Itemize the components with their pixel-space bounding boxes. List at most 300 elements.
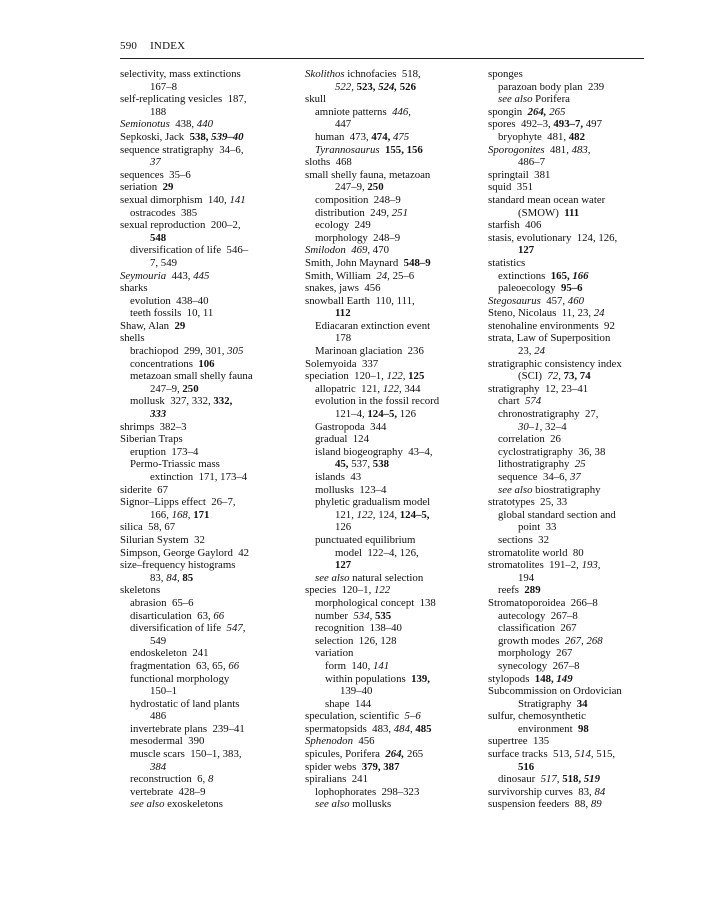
index-entry-text: 85 [182,571,194,584]
index-entry-text: 126 [399,408,416,421]
index-entry-text: 45, [335,458,352,471]
index-entry-text: 141 [229,193,246,206]
index-entry-text: punctuated equilibrium [315,533,416,546]
index-entry-text: Tyrannosaurus [315,143,380,156]
index-entry-text: island biogeography 43–4, [315,445,433,458]
index-entry [305,673,480,686]
index-entry-text: size–frequency histograms [120,559,236,572]
index-entry [120,408,295,421]
index-entry-text: extinctions [498,269,551,282]
index-entry-text: see also [498,93,533,106]
index-entry [488,572,648,585]
index-entry-text: species 120–1, [305,584,374,597]
index-entry [305,433,480,446]
index-entry [120,282,295,295]
index-entry-text: 264, [385,748,407,761]
index-entry-text: spongin [488,105,528,118]
index-entry-text: 29 [162,181,174,194]
index-entry [120,383,295,396]
index-entry-text: diversification of life [130,622,227,635]
index-entry [305,370,480,383]
index-entry-text: snakes, jaws 456 [305,282,381,295]
index-entry [488,521,648,534]
index-entry-text: 23, [518,345,535,358]
index-entry [305,798,480,811]
index-entry [488,433,648,446]
index-entry [120,370,295,383]
index-entry-text: 438, [169,118,197,131]
index-entry-text: 486 [150,710,167,723]
index-entry-text: stromatolite world 80 [488,546,584,559]
index-entry [488,68,648,81]
index-entry [305,584,480,597]
index-entry-text: (SMOW) [518,206,565,219]
index-entry-text: recognition 138–40 [315,622,402,635]
index-entry-text: 121, [335,508,357,521]
index-entry-text: 150–1 [150,685,177,698]
index-entry-text: 34 [576,697,588,710]
index-entry-text: 37 [569,471,581,483]
index-entry-text: 193, [581,559,601,572]
index-entry-text: 148, [534,672,557,685]
index-entry [305,81,480,94]
index-entry [120,773,295,786]
index-entry-text: 30–1, [518,420,545,433]
index-entry-text: muscle scars 150–1, 383, [130,748,242,761]
index-entry [305,458,480,471]
index-entry-text: Solemyoida 337 [305,357,379,370]
index-entry [120,597,295,610]
index-entry-text: 98 [577,722,589,735]
index-entry-text: amniote patterns [315,105,393,118]
index-entry-text: 445 [193,269,210,282]
index-entry-text: 32–4 [545,420,567,433]
index-entry [120,244,295,257]
index-entry-text: 194 [518,571,535,584]
index-entry-text: stenohaline environments 92 [488,319,615,332]
index-entry-text: 538, [189,130,212,143]
index-entry-text: speciation 120–1, [305,370,387,383]
index-entry-text: metazoan small shelly fauna [130,370,253,383]
index-entry-text: 264, [527,105,550,118]
index-entry-text: suspension feeders 88, [488,798,591,811]
index-entry-text: 126 [335,521,352,534]
index-entry [488,295,648,308]
index-entry [488,647,648,660]
index-entry-text: 549 [150,634,167,647]
index-entry [120,710,295,723]
index-entry [120,307,295,320]
index-entry [120,798,295,811]
index-entry-text: selectivity, mass extinctions [120,68,241,80]
index-entry-text: 482 [568,130,585,143]
index-entry [120,584,295,597]
index-entry [305,698,480,711]
index-entry-text: phyletic gradualism model [315,496,431,509]
index-entry-text: seriation [120,181,163,194]
index-entry-text: evolution 438–40 [130,294,209,307]
index-entry-text: Smith, William [305,269,377,282]
index-entry [305,244,480,257]
index-entry-text: snowball Earth 110, 111, [305,294,415,307]
index-entry [120,723,295,736]
index-entry-text: Silurian System 32 [120,533,205,546]
index-entry [488,509,648,522]
index-entry-text: 522, [335,80,357,93]
index-entry [488,622,648,635]
index-entry [488,118,648,131]
index-entry [120,169,295,182]
index-entry [488,244,648,257]
index-entry [488,345,648,358]
index-entry-text: Semionotus [120,118,170,131]
index-entry [120,521,295,534]
index-entry-text: stratigraphy 12, 23–41 [488,382,589,395]
index-entry-text: 289 [524,584,541,597]
index-entry-text: environment [518,722,578,735]
index-entry-text: 122, [386,370,409,383]
index-entry [488,484,648,497]
index-entry-text: 344 [404,382,421,395]
index-entry [120,295,295,308]
index-entry-text: 481, [544,143,572,156]
index-entry [305,597,480,610]
index-entry [305,270,480,283]
index-entry [305,320,480,333]
index-entry-text: Stromatoporoidea 266–8 [488,596,598,609]
index-column-2 [305,68,480,811]
page-title: INDEX [150,40,186,52]
index-entry [488,257,648,270]
index-entry-text: hydrostatic of land plants [130,697,240,710]
index-entry-text: sponges [488,68,523,80]
index-entry [488,81,648,94]
index-entry [120,647,295,660]
index-entry [305,93,480,106]
index-entry [120,106,295,119]
index-entry-text: 265 [406,748,424,761]
index-entry [120,257,295,270]
index-entry-text: 73, 74 [563,370,591,383]
index-entry [120,471,295,484]
index-entry-text: starfish 406 [488,219,542,232]
index-entry-text: statistics [488,256,526,269]
index-entry-text: Seymouria [120,269,167,282]
index-entry-text: 165, [550,269,573,282]
index-entry-text: ecology 249 [315,219,371,232]
index-entry-text: morphological concept 138 [315,596,436,609]
index-entry [305,131,480,144]
index-entry-text: 538 [372,458,389,471]
index-entry-text: 24 [534,345,545,358]
index-entry [305,509,480,522]
index-entry [305,295,480,308]
index-entry [120,219,295,232]
index-entry-text: 124–5, [367,408,400,421]
index-entry [488,207,648,220]
index-entry-text: 5–6 [404,710,421,723]
index-entry-text: 460 [567,294,584,307]
index-entry-text: sexual reproduction 200–2, [120,219,241,232]
index-entry [488,723,648,736]
index-entry-text: evolution in the fossil record [315,395,440,408]
index-entry-text: 111 [564,206,580,219]
index-entry-text: chronostratigraphy 27, [498,408,599,421]
header-rule [120,58,644,59]
index-entry-text: see also [315,571,350,584]
index-entry-text: spider webs [305,760,362,773]
index-entry-text: Signor–Lipps effect 26–7, [120,496,236,509]
page-number: 590 [120,40,138,52]
index-entry-text: functional morphology [130,672,230,685]
index-entry [120,345,295,358]
running-header [120,40,195,52]
index-entry-text: spores 492–3, [488,118,554,131]
index-entry-text: 524, [378,80,400,93]
index-entry-text: siderite 67 [120,483,168,496]
index-entry [305,118,480,131]
index-entry-text: sexual dimorphism 140, [120,193,230,206]
index-entry [305,207,480,220]
index-entry-text: mollusk 327, 332, [130,395,214,408]
index-entry [488,635,648,648]
index-entry-text: classification 267 [498,622,577,635]
index-entry [305,786,480,799]
index-entry-text: 89 [590,798,602,811]
index-entry [488,383,648,396]
index-entry-text: 125 [408,370,425,383]
index-entry [488,534,648,547]
index-entry-text: 440 [196,118,213,131]
index-entry-text: stratigraphic consistency index [488,357,622,370]
index-entry [305,647,480,660]
index-entry [305,748,480,761]
index-entry-text: 106 [198,357,215,370]
index-entry [488,270,648,283]
index-entry [305,685,480,698]
index-entry [488,458,648,471]
index-entry-text: 124, [378,508,400,521]
index-entry [120,698,295,711]
index-entry-text: 267, 268 [564,634,603,647]
index-entry-text: Smilodon [305,244,346,257]
index-entry-text: Permo-Triassic mass [130,458,220,471]
index-entry-text: 155, 156 [385,143,423,156]
index-entry-text: 141 [372,659,390,672]
index-entry-text: composition 248–9 [315,193,401,206]
index-entry [305,660,480,673]
index-entry [305,194,480,207]
index-entry-text: 547, [226,622,246,635]
index-entry [488,710,648,723]
index-entry-text: sequence stratigraphy 34–6, [120,143,244,156]
index-entry-text: 25 [574,458,586,471]
index-entry-text: stromatolites 191–2, [488,559,582,572]
index-entry [488,194,648,207]
index-entry [120,534,295,547]
index-entry-text: shape 144 [325,697,372,710]
index-entry [488,471,648,484]
index-entry [488,181,648,194]
index-entry-text: 483, [571,143,591,156]
index-entry [305,471,480,484]
index-entry [120,81,295,94]
index-entry-text: paleoecology [498,282,561,295]
index-entry [488,332,648,345]
index-entry-text: 516 [518,760,535,773]
index-entry [488,131,648,144]
index-entry-text: 484, [393,722,416,735]
index-entry [305,282,480,295]
index-entry-text: 149 [556,672,573,685]
index-entry [488,446,648,459]
index-entry [488,685,648,698]
index-entry-text: lophophorates 298–323 [315,785,420,798]
index-entry [120,207,295,220]
index-entry-text: teeth fossils 10, 11 [130,307,214,320]
index-entry [488,307,648,320]
index-entry [488,559,648,572]
index-entry-text: lithostratigraphy [498,458,575,471]
index-entry-text: eruption 173–4 [130,445,199,458]
index-entry [488,156,648,169]
index-entry-text: 548 [150,231,167,244]
index-entry [305,534,480,547]
index-entry-text: point 33 [518,521,557,534]
index-entry-text: bryophyte 481, [498,130,569,143]
index-entry-text: 127 [518,244,535,257]
index-entry-text: chart [498,395,525,408]
index-entry [305,723,480,736]
index-entry-text: shells [120,332,145,345]
index-entry-text: stylopods [488,672,535,685]
index-entry [305,383,480,396]
index-entry-text: sequence 34–6, [498,471,570,483]
index-entry [305,307,480,320]
index-entry [305,408,480,421]
index-entry-text: 535 [374,609,392,622]
index-entry-text: stratotypes 25, 33 [488,496,568,509]
index-entry-text: 517, [540,773,563,786]
index-entry [488,735,648,748]
index-entry-text: 469, [351,244,373,257]
index-entry [120,572,295,585]
index-entry-text: ostracodes 385 [130,206,198,219]
index-entry [488,232,648,245]
index-entry [120,395,295,408]
index-entry-text: see also [498,483,533,496]
index-entry-text: 84 [594,785,606,798]
index-entry-text: Stratigraphy [518,697,577,710]
index-entry [488,144,648,157]
index-entry-text: 188 [150,105,167,118]
index-entry-text: 84, [166,571,183,584]
index-entry [488,673,648,686]
index-entry-text: variation [315,647,354,660]
index-entry [305,156,480,169]
index-entry-text: surface tracks 513, [488,748,575,761]
index-entry-text: 333 [150,408,167,421]
index-entry-text: 166 [572,269,589,282]
index-entry [305,332,480,345]
index-entry [120,660,295,673]
index-entry-text: concentrations [130,357,199,370]
index-entry-text: 475 [392,130,410,143]
index-entry-text: disarticulation 63, [130,609,214,622]
index-entry-text: biostratigraphy [532,483,601,496]
index-entry-text: exoskeletons [164,798,223,811]
index-entry [120,458,295,471]
index-entry-text: Steno, Nicolaus 11, 23, [488,307,594,320]
index-entry [120,358,295,371]
index-entry-text: 166, [150,508,172,521]
index-entry-text: synecology 267–8 [498,659,580,672]
index-entry-text: 167–8 [150,80,177,93]
index-entry-text: Ediacaran extinction event [315,319,431,332]
index-entry-text: abrasion 65–6 [130,596,194,609]
index-entry [120,181,295,194]
index-entry [305,345,480,358]
index-entry [305,219,480,232]
index-entry-text: springtail 381 [488,168,551,181]
index-entry-text: 486–7 [518,156,545,169]
index-entry [120,635,295,648]
index-entry-text: small shelly fauna, metazoan [305,168,431,181]
index-entry-text: 25–6 [392,269,415,282]
index-entry-text: 332, [213,395,233,408]
index-entry-text: 515, [596,748,616,761]
index-entry [488,370,648,383]
index-entry-text: 305 [227,345,244,358]
index-entry-text: silica 58, 67 [120,521,176,534]
index-entry-text: 379, 387 [361,760,400,773]
index-entry-text: 122, [382,382,405,395]
index-entry-text: 265 [549,105,566,118]
index-entry-text: correlation 26 [498,433,561,446]
index-entry [488,698,648,711]
index-entry-text: 37 [150,156,161,169]
index-entry-text: autecology 267–8 [498,609,578,622]
index-entry-text: cyclostratigraphy 36, 38 [498,445,606,458]
index-entry-text: vertebrate 428–9 [130,785,206,798]
index-entry-text: allopatric 121, [315,382,383,395]
index-entry [488,597,648,610]
index-entry-text: reconstruction 6, [130,773,208,786]
index-entry [488,496,648,509]
index-entry [120,685,295,698]
index-entry-text: squid 351 [488,181,533,194]
index-entry [120,156,295,169]
index-entry-text: Shaw, Alan [120,319,175,332]
index-entry-text: Porifera [532,93,570,106]
index-entry [120,509,295,522]
index-entry-text: 474, [371,130,393,143]
index-entry-text: fragmentation 63, 65, [130,659,229,672]
index-entry-text: stasis, evolutionary 124, 126, [488,231,618,244]
index-entry [305,257,480,270]
index-entry-text: 526 [399,80,416,93]
index-entry [305,106,480,119]
index-entry [305,710,480,723]
index-entry [120,194,295,207]
index-entry-text: 121–4, [335,408,368,421]
index-entry [488,395,648,408]
index-entry-text: Subcommission on Ordovician [488,685,622,698]
index-entry [488,584,648,597]
index-entry-text: morphology 267 [498,647,573,660]
index-entry [488,660,648,673]
index-entry [305,68,480,81]
